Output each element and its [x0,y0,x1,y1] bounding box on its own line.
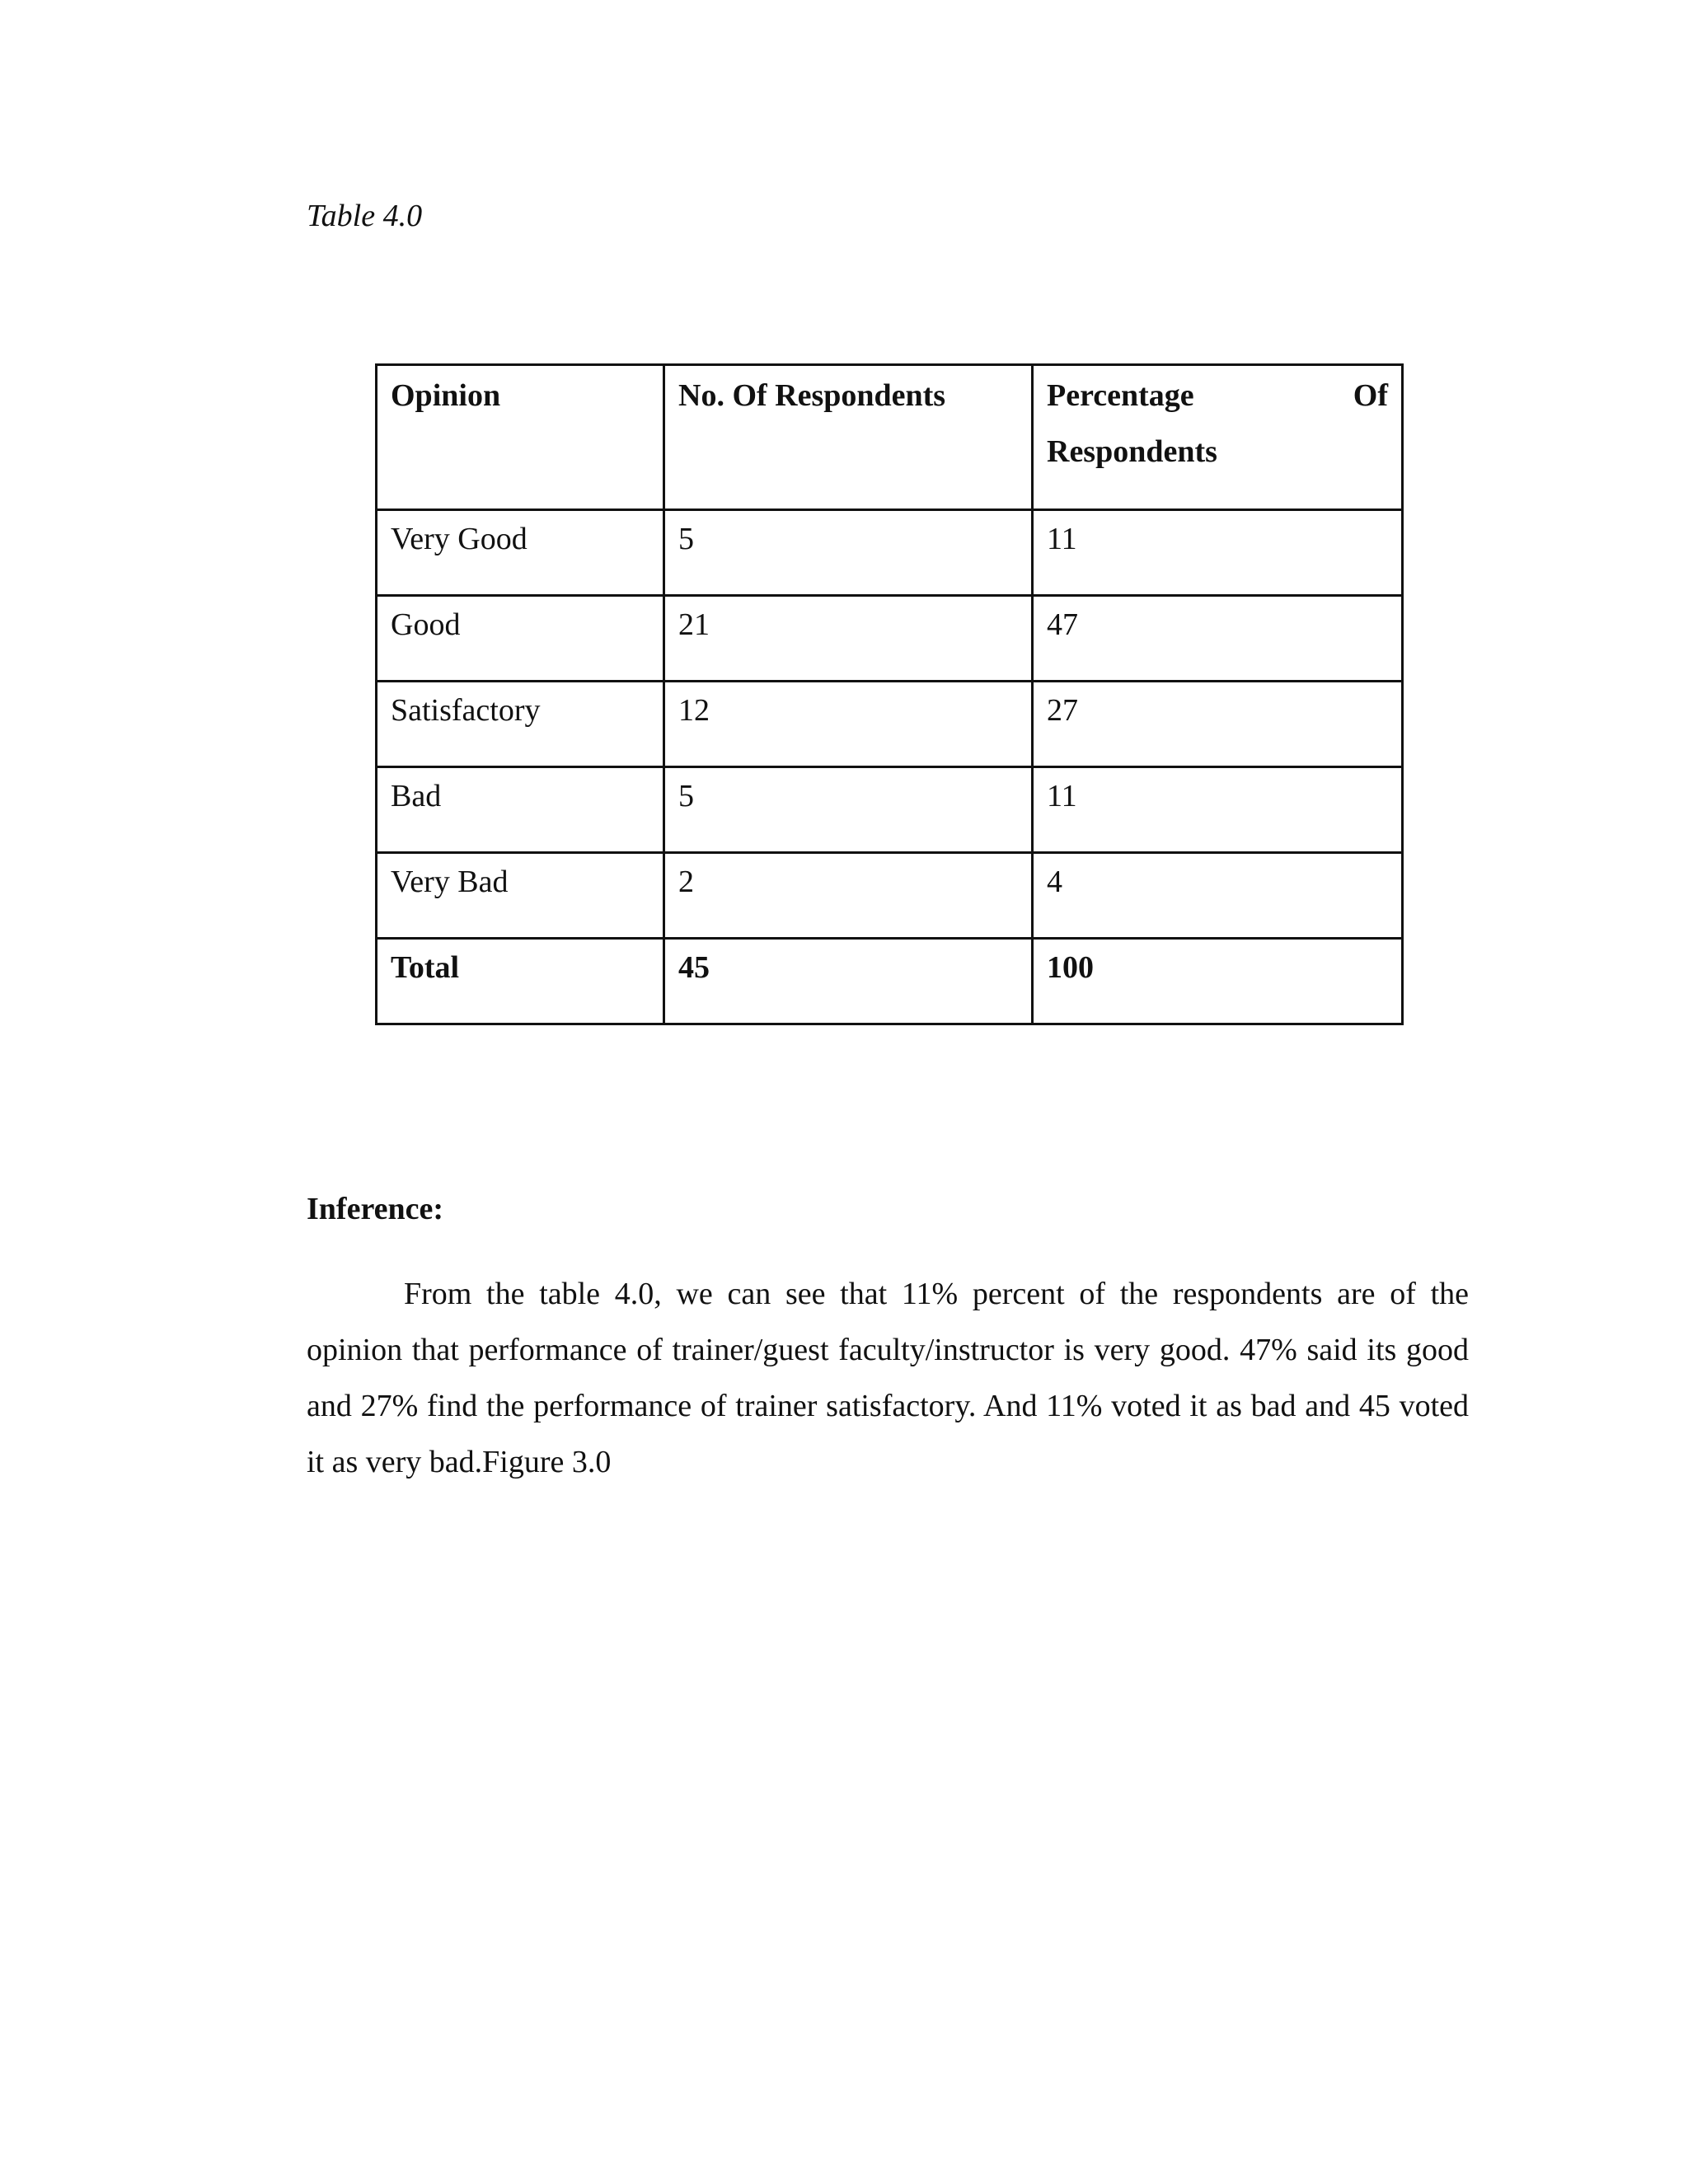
cell-total-label: Total [377,939,664,1024]
inference-heading: Inference: [307,1192,444,1226]
table-row [377,682,1403,767]
cell-percent: 11 [1033,510,1403,596]
header-respondents-word: Respondents [1047,434,1217,469]
table-caption: Table 4.0 [307,199,423,233]
header-number-of-respondents: No. Of Respondents [664,365,1033,510]
cell-percent: 27 [1033,682,1403,767]
cell-percent: 4 [1033,853,1403,939]
cell-number: 5 [664,767,1033,853]
respondents-table [375,363,1404,1025]
header-percentage-word: Percentage [1047,378,1194,413]
cell-number: 5 [664,510,1033,596]
cell-opinion: Bad [377,767,664,853]
table-row [377,853,1403,939]
header-percentage-line1 [1047,368,1388,424]
table-total-row [377,939,1403,1024]
cell-opinion: Good [377,596,664,682]
cell-percent: 11 [1033,767,1403,853]
header-of-word: Of [1353,378,1388,413]
cell-opinion: Satisfactory [377,682,664,767]
cell-total-number: 45 [664,939,1033,1024]
cell-opinion: Very Bad [377,853,664,939]
cell-percent: 47 [1033,596,1403,682]
header-percentage-of-respondents [1033,365,1403,510]
cell-total-percent: 100 [1033,939,1403,1024]
table-row [377,510,1403,596]
cell-number: 2 [664,853,1033,939]
cell-number: 12 [664,682,1033,767]
header-opinion: Opinion [377,365,664,510]
inference-paragraph: From the table 4.0, we can see that 11% percent of the respondents are of the opinion that performance of trainer/guest faculty/instructor is very good. 47% said its good and 27% find the performance of trainer satisfactory. And 11% voted it as bad and 45 voted it as very bad.Figure 3.0 [307,1277,1469,1479]
table-header-row [377,365,1403,510]
table-row [377,596,1403,682]
table-row [377,767,1403,853]
cell-opinion: Very Good [377,510,664,596]
cell-number: 21 [664,596,1033,682]
